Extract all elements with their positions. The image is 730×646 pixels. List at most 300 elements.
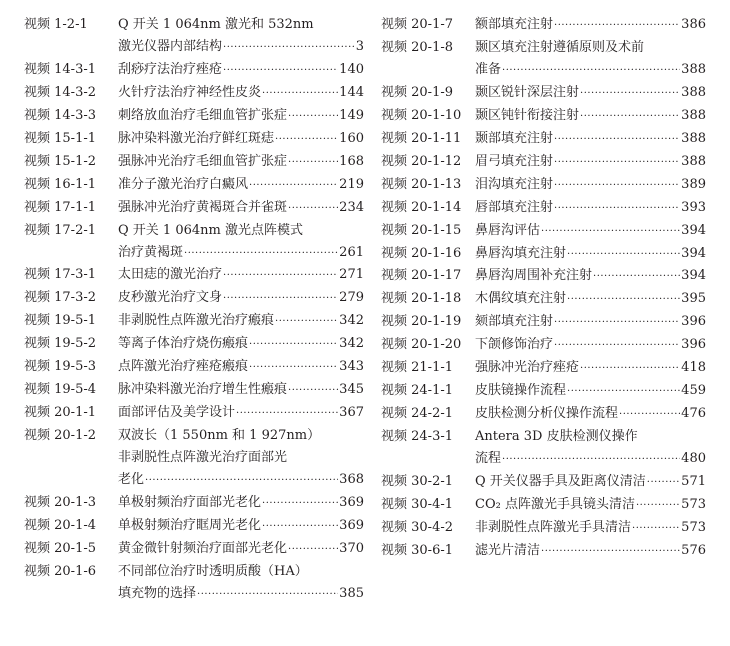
entry-title-block [118,402,364,425]
dot-leader [541,541,680,563]
page-number[interactable]: 144 [339,84,364,100]
video-code: 视频 19-5-1 [24,313,97,329]
entry-title-block [475,265,706,288]
title-line [118,583,364,606]
toc-entry[interactable] [24,105,364,128]
toc-entry[interactable] [381,471,706,494]
dot-leader [249,334,338,356]
toc-entry[interactable] [381,174,706,197]
entry-title-text: 刺络放血治疗毛细血管扩张症 [118,107,288,123]
title-line [475,540,706,563]
entry-title-block [118,356,364,379]
entry-title-block [475,82,706,105]
title-line [118,425,364,447]
entry-title-text: 双波长（1 550nm 和 1 927nm） [118,428,321,444]
entry-title-text: 面部评估及美学设计 [118,405,236,421]
dot-leader [288,198,338,220]
title-line [118,515,364,538]
dot-leader [619,404,680,426]
entry-title-text: Q 开关 1 064nm 激光点阵模式 [118,222,303,238]
video-code: 视频 30-4-1 [381,497,454,513]
page-number[interactable]: 368 [339,472,364,488]
video-code: 视频 14-3-2 [24,84,97,100]
entry-title-text: 脉冲染料激光治疗增生性瘢痕 [118,382,288,398]
toc-entry[interactable] [24,310,364,333]
toc-entry[interactable] [24,379,364,402]
entry-title-block [475,357,706,380]
entry-title-text: 准分子激光治疗白癜风 [118,176,249,192]
toc-entry[interactable] [381,517,706,540]
dot-leader [554,152,680,174]
page-number[interactable]: 573 [681,497,706,513]
toc-entry[interactable] [24,174,364,197]
entry-title-block [475,288,706,311]
entry-title-text: 刮痧疗法治疗痤疮 [118,61,223,77]
entry-title-block [475,517,706,540]
entry-title-text: 唇部填充注射 [475,199,554,215]
entry-title-block [118,264,364,287]
video-code: 视频 20-1-4 [24,517,97,533]
entry-title-block [118,128,364,151]
video-code: 视频 24-3-1 [381,429,454,445]
title-line [118,492,364,515]
dot-leader [554,175,680,197]
dot-leader [249,357,338,379]
video-code: 视频 20-1-3 [24,495,97,511]
dot-leader [223,60,338,82]
toc-entry[interactable] [24,82,364,105]
title-line [475,471,706,494]
entry-title-block [475,540,706,563]
entry-title-block [118,492,364,515]
toc-entry[interactable] [381,105,706,128]
video-code: 视频 20-1-16 [381,245,462,261]
dot-leader [554,198,680,220]
toc-entry[interactable] [381,220,706,243]
entry-title-text: 下颌修饰治疗 [475,337,554,353]
dot-leader [632,518,680,540]
dot-leader [288,152,338,174]
dot-leader [580,106,680,128]
page-number[interactable]: 396 [681,314,706,330]
dot-leader [249,175,338,197]
title-line [118,82,364,105]
video-code: 视频 20-1-15 [381,222,462,238]
video-code: 视频 20-1-9 [381,84,454,100]
entry-title-text: 非剥脱性点阵激光治疗瘢痕 [118,313,275,329]
video-code: 视频 20-1-2 [24,428,97,444]
toc-entry[interactable] [24,356,364,379]
toc-entry[interactable] [381,288,706,311]
dot-leader [275,311,338,333]
entry-title-text: 鼻唇沟评估 [475,222,541,238]
entry-title-block [475,37,706,82]
toc-entry[interactable] [381,403,706,426]
dot-leader [567,244,680,266]
entry-title-text: 激光仪器内部结构 [118,38,223,54]
dot-leader [288,380,338,402]
entry-title-text: 老化 [118,472,145,488]
entry-title-text: 皮肤镜操作流程 [475,383,567,399]
video-code: 视频 30-2-1 [381,474,454,490]
entry-title-block [475,197,706,220]
toc-entry[interactable] [24,561,364,606]
page-number[interactable]: 393 [681,199,706,215]
page-number[interactable]: 234 [339,199,364,215]
entry-title-block [118,174,364,197]
toc-entry[interactable] [381,426,706,471]
title-line [475,197,706,220]
dot-leader [567,381,680,403]
dot-leader [502,60,680,82]
page-number[interactable]: 219 [339,176,364,192]
entry-title-text: 颞区锐针深层注射 [475,84,580,100]
title-line [475,128,706,151]
title-line [475,105,706,128]
video-code: 视频 20-1-18 [381,291,462,307]
dot-leader [502,449,680,471]
video-code: 视频 21-1-1 [381,360,454,376]
page-number[interactable]: 388 [681,153,706,169]
entry-title-text: 非剥脱性点阵激光手具清洁 [475,519,632,535]
toc-entry[interactable] [24,128,364,151]
toc-entry[interactable] [381,380,706,403]
page-number[interactable]: 573 [681,519,706,535]
title-line [475,59,706,82]
entry-title-text: 等离子体治疗烧伤瘢痕 [118,336,249,352]
entry-title-text: Q 开关仪器手具及距离仪清洁 [475,474,646,490]
entry-title-block [475,151,706,174]
entry-title-text: CO₂ 点阵激光手具镜头清洁 [475,497,635,513]
page-number[interactable]: 388 [681,130,706,146]
title-line [118,14,364,36]
entry-title-text: 颞区填充注射遵循原则及术前 [475,39,645,55]
dot-leader [288,539,338,561]
dot-leader [236,403,338,425]
entry-title-text: 皮秒激光治疗文身 [118,290,223,306]
entry-title-text: 泪沟填充注射 [475,176,554,192]
entry-title-block [118,538,364,561]
dot-leader [554,335,680,357]
entry-title-text: 流程 [475,451,502,467]
entry-title-block [118,151,364,174]
title-line [118,287,364,310]
entry-title-text: 眉弓填充注射 [475,153,554,169]
entry-title-block [475,105,706,128]
entry-title-block [118,333,364,356]
toc-entry[interactable] [24,492,364,515]
page-number[interactable]: 345 [339,382,364,398]
toc-entry[interactable] [381,494,706,517]
page-number[interactable]: 140 [339,61,364,77]
entry-title-text: 颞部填充注射 [475,130,554,146]
entry-title-text: 滤光片清洁 [475,542,541,558]
title-line [118,402,364,425]
dot-leader [593,266,680,288]
video-code: 视频 20-1-6 [24,563,97,579]
dot-leader [184,243,338,265]
entry-title-text: 脉冲染料激光治疗鲜红斑痣 [118,130,275,146]
page-number[interactable]: 388 [681,61,706,77]
page-number[interactable]: 388 [681,107,706,123]
dot-leader [580,83,680,105]
video-code: 视频 20-1-13 [381,176,462,192]
title-line [475,517,706,540]
title-line [118,174,364,197]
entry-title-text: 强脉冲光治疗痤疮 [475,360,580,376]
dot-leader [288,106,338,128]
video-code: 视频 1-2-1 [24,17,88,32]
entry-title-block [118,59,364,82]
dot-leader [262,83,338,105]
entry-title-text: 不同部位治疗时透明质酸（HA） [118,563,308,579]
video-code: 视频 17-1-1 [24,199,97,215]
entry-title-text: 鼻唇沟周围补充注射 [475,268,593,284]
dot-leader [262,493,338,515]
page-number[interactable]: 386 [681,17,706,32]
entry-title-block [118,82,364,105]
dot-leader [197,584,338,606]
toc-entry[interactable] [381,311,706,334]
page-number[interactable]: 394 [681,245,706,261]
title-line [475,426,706,448]
dot-leader [223,288,338,310]
title-line [118,197,364,220]
entry-title-block [475,128,706,151]
entry-title-text: 治疗黄褐斑 [118,244,184,260]
video-code: 视频 20-1-7 [381,17,454,32]
page-number[interactable]: 369 [339,517,364,533]
video-code: 视频 15-1-2 [24,153,97,169]
toc-entry[interactable] [24,197,364,220]
toc-entry[interactable] [24,333,364,356]
entry-title-block [118,515,364,538]
toc-right-column [381,14,706,563]
toc-entry[interactable] [24,14,364,59]
entry-title-block [475,311,706,334]
page-number[interactable]: 418 [681,360,706,376]
video-code: 视频 20-1-8 [381,39,454,55]
title-line [118,469,364,492]
title-line [475,357,706,380]
page-number[interactable]: 160 [339,130,364,146]
entry-title-block [118,425,364,492]
video-code: 视频 14-3-1 [24,61,97,77]
page-number[interactable]: 480 [681,451,706,467]
title-line [475,380,706,403]
video-code: 视频 20-1-5 [24,540,97,556]
title-line [475,174,706,197]
toc-entry[interactable] [381,37,706,82]
toc-entry[interactable] [381,243,706,266]
page-number[interactable]: 394 [681,222,706,238]
title-line [475,220,706,243]
entry-title-block [118,105,364,128]
toc-entry[interactable] [24,220,364,265]
entry-title-text: Q 开关 1 064nm 激光和 532nm [118,17,314,32]
video-code: 视频 20-1-19 [381,314,462,330]
dot-leader [262,516,338,538]
entry-title-block [118,14,364,59]
entry-title-block [475,14,706,37]
toc-entry[interactable] [24,515,364,538]
entry-title-block [118,379,364,402]
toc-entry[interactable] [381,334,706,357]
dot-leader [580,358,680,380]
page-number[interactable]: 279 [339,290,364,306]
entry-title-block [475,426,706,471]
page-number[interactable]: 476 [681,406,706,422]
entry-title-text: 单极射频治疗面部光老化 [118,495,262,511]
entry-title-block [118,220,364,265]
video-code: 视频 20-1-1 [24,405,97,421]
entry-title-block [475,471,706,494]
page-number[interactable]: 261 [339,244,364,260]
entry-title-block [118,561,364,606]
entry-title-text: 非剥脱性点阵激光治疗面部光 [118,450,288,466]
title-line [118,310,364,333]
toc-entry[interactable] [381,265,706,288]
title-line [118,151,364,174]
dot-leader [145,470,338,492]
dot-leader [554,15,680,37]
page-number[interactable]: 367 [339,405,364,421]
dot-leader [223,265,338,287]
toc-entry[interactable] [381,82,706,105]
entry-title-text: 强脉冲光治疗黄褐斑合并雀斑 [118,199,288,215]
dot-leader [554,312,680,334]
video-code: 视频 15-1-1 [24,130,97,146]
dot-leader [647,472,680,494]
entry-title-block [118,197,364,220]
toc-entry[interactable] [24,151,364,174]
video-code: 视频 30-4-2 [381,519,454,535]
entry-title-block [475,380,706,403]
video-code: 视频 20-1-12 [381,153,462,169]
title-line [118,356,364,379]
toc-entry[interactable] [381,128,706,151]
page-number[interactable]: 342 [339,313,364,329]
title-line [118,105,364,128]
page-number[interactable]: 271 [339,267,364,283]
entry-title-block [475,403,706,426]
toc-entry[interactable] [24,538,364,561]
toc-entry[interactable] [381,357,706,380]
toc-entry[interactable] [24,287,364,310]
toc-entry[interactable] [381,197,706,220]
entry-title-text: 额部填充注射 [475,17,554,32]
dot-leader [541,221,680,243]
entry-title-block [118,287,364,310]
page-number[interactable]: 394 [681,268,706,284]
page-number[interactable]: 343 [339,359,364,375]
toc-entry[interactable] [24,59,364,82]
entry-title-block [475,220,706,243]
page-number[interactable]: 385 [339,585,364,601]
page-number[interactable]: 396 [681,337,706,353]
page-number[interactable]: 149 [339,107,364,123]
page-number[interactable]: 342 [339,336,364,352]
toc-entry[interactable] [24,402,364,425]
page-number[interactable]: 369 [339,495,364,511]
dot-leader [567,289,680,311]
video-code: 视频 20-1-20 [381,337,462,353]
toc-entry[interactable] [381,540,706,563]
video-code: 视频 20-1-14 [381,199,462,215]
title-line [118,379,364,402]
entry-title-text: 单极射频治疗眶周光老化 [118,517,262,533]
page-number[interactable]: 395 [681,291,706,307]
title-line [118,264,364,287]
video-code: 视频 19-5-3 [24,359,97,375]
page-number[interactable]: 389 [681,176,706,192]
video-code: 视频 17-3-2 [24,290,97,306]
entry-title-text: 黄金微针射频治疗面部光老化 [118,540,288,556]
title-line [118,538,364,561]
video-code: 视频 19-5-4 [24,382,97,398]
video-code: 视频 19-5-2 [24,336,97,352]
page-number[interactable]: 3 [355,38,364,54]
entry-title-text: 颏部填充注射 [475,314,554,330]
entry-title-text: 颞区钝针衔接注射 [475,107,580,123]
video-code: 视频 24-1-1 [381,383,454,399]
dot-leader [223,37,355,59]
page-number[interactable]: 370 [339,540,364,556]
title-line [475,311,706,334]
dot-leader [636,495,680,517]
entry-title-block [118,310,364,333]
page-number[interactable]: 388 [681,84,706,100]
entry-title-text: 填充物的选择 [118,585,197,601]
title-line [118,220,364,242]
video-code: 视频 24-2-1 [381,406,454,422]
page-number[interactable]: 168 [339,153,364,169]
toc-entry[interactable] [381,14,706,37]
toc-entry[interactable] [24,264,364,287]
title-line [475,151,706,174]
title-line [118,242,364,265]
page-number[interactable]: 459 [681,383,706,399]
title-line [475,403,706,426]
page-number[interactable]: 571 [681,474,706,490]
toc-entry[interactable] [381,151,706,174]
video-code: 视频 17-2-1 [24,222,97,238]
entry-title-block [475,334,706,357]
entry-title-block [475,494,706,517]
toc-entry[interactable] [24,425,364,492]
title-line [475,334,706,357]
video-code: 视频 20-1-17 [381,268,462,284]
title-line [475,14,706,37]
entry-title-text: 强脉冲光治疗毛细血管扩张症 [118,153,288,169]
video-code: 视频 20-1-10 [381,107,462,123]
entry-title-text: 鼻唇沟填充注射 [475,245,567,261]
video-code: 视频 16-1-1 [24,176,97,192]
title-line [118,447,364,469]
entry-title-block [475,174,706,197]
title-line [475,288,706,311]
title-line [475,448,706,471]
title-line [475,265,706,288]
title-line [118,59,364,82]
toc-left-column [24,14,364,606]
dot-leader [554,129,680,151]
page-number[interactable]: 576 [681,542,706,558]
entry-title-text: 点阵激光治疗痤疮瘢痕 [118,359,249,375]
entry-title-text: 太田痣的激光治疗 [118,267,223,283]
title-line [118,561,364,583]
entry-title-block [475,243,706,266]
